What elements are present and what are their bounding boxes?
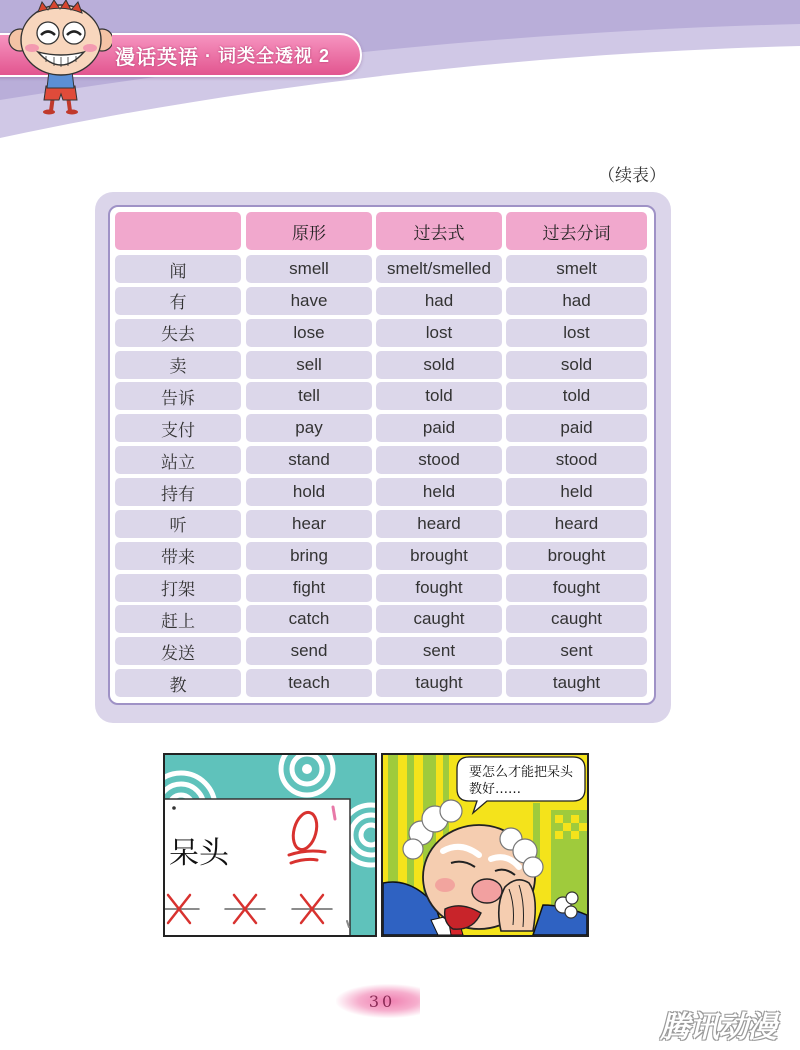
base-form-cell: hear	[246, 510, 372, 538]
past-participle-cell: had	[506, 287, 647, 315]
base-form-cell: smell	[246, 255, 372, 283]
comic-panel-2	[381, 753, 589, 937]
continued-label: （续表）	[598, 166, 666, 185]
table-row	[110, 287, 654, 315]
past-participle-cell: stood	[506, 446, 647, 474]
meaning-cell: 带来	[115, 542, 241, 570]
meaning-cell: 发送	[115, 637, 241, 665]
past-participle-cell: caught	[506, 605, 647, 633]
table-row	[110, 351, 654, 379]
table-row	[110, 542, 654, 570]
past-tense-cell: sold	[376, 351, 502, 379]
past-tense-cell: fought	[376, 574, 502, 602]
mascot-character	[8, 0, 112, 116]
base-form-cell: tell	[246, 382, 372, 410]
past-participle-cell: heard	[506, 510, 647, 538]
table-row	[110, 414, 654, 442]
base-form-cell: hold	[246, 478, 372, 506]
table-row	[110, 669, 654, 697]
past-participle-cell: told	[506, 382, 647, 410]
speech-line-2: 教好……	[469, 782, 522, 797]
comic-panel-1	[163, 753, 377, 937]
table-header-corner	[115, 212, 241, 250]
base-form-cell: catch	[246, 605, 372, 633]
past-tense-cell: smelt/smelled	[376, 255, 502, 283]
table-row	[110, 382, 654, 410]
past-participle-cell: brought	[506, 542, 647, 570]
board-handwriting: 呆头	[169, 836, 229, 871]
past-participle-cell: fought	[506, 574, 647, 602]
past-tense-cell: brought	[376, 542, 502, 570]
past-participle-cell: taught	[506, 669, 647, 697]
past-tense-cell: heard	[376, 510, 502, 538]
past-tense-cell: stood	[376, 446, 502, 474]
past-tense-cell: lost	[376, 319, 502, 347]
past-tense-cell: told	[376, 382, 502, 410]
series-subtitle: · 词类全透视 2	[205, 46, 331, 66]
meaning-cell: 听	[115, 510, 241, 538]
table-header-past-participle: 过去分词	[506, 212, 647, 250]
base-form-cell: teach	[246, 669, 372, 697]
past-tense-cell: taught	[376, 669, 502, 697]
series-title: 漫话英语	[115, 46, 199, 69]
table-header-past-tense: 过去式	[376, 212, 502, 250]
past-tense-cell: paid	[376, 414, 502, 442]
table-header-base-form: 原形	[246, 212, 372, 250]
table-row	[110, 637, 654, 665]
base-form-cell: fight	[246, 574, 372, 602]
meaning-cell: 闻	[115, 255, 241, 283]
past-participle-cell: paid	[506, 414, 647, 442]
past-participle-cell: lost	[506, 319, 647, 347]
table-row	[110, 510, 654, 538]
past-tense-cell: had	[376, 287, 502, 315]
table-row	[110, 446, 654, 474]
table-row	[110, 255, 654, 283]
meaning-cell: 教	[115, 669, 241, 697]
past-participle-cell: sold	[506, 351, 647, 379]
speech-line-1: 要怎么才能把呆头	[469, 765, 574, 780]
base-form-cell: lose	[246, 319, 372, 347]
table-row	[110, 478, 654, 506]
base-form-cell: bring	[246, 542, 372, 570]
meaning-cell: 打架	[115, 574, 241, 602]
meaning-cell: 有	[115, 287, 241, 315]
past-tense-cell: held	[376, 478, 502, 506]
table-row	[110, 319, 654, 347]
meaning-cell: 持有	[115, 478, 241, 506]
base-form-cell: pay	[246, 414, 372, 442]
meaning-cell: 站立	[115, 446, 241, 474]
meaning-cell: 卖	[115, 351, 241, 379]
table-row	[110, 605, 654, 633]
page-number: 30	[368, 991, 396, 1011]
base-form-cell: sell	[246, 351, 372, 379]
meaning-cell: 支付	[115, 414, 241, 442]
whiteboard	[165, 799, 350, 935]
base-form-cell: have	[246, 287, 372, 315]
base-form-cell: stand	[246, 446, 372, 474]
past-tense-cell: caught	[376, 605, 502, 633]
table-row	[110, 574, 654, 602]
past-participle-cell: held	[506, 478, 647, 506]
past-tense-cell: sent	[376, 637, 502, 665]
meaning-cell: 赶上	[115, 605, 241, 633]
watermark: 腾讯动漫	[660, 1011, 776, 1044]
verb-table	[108, 205, 656, 705]
past-participle-cell: smelt	[506, 255, 647, 283]
past-participle-cell: sent	[506, 637, 647, 665]
meaning-cell: 失去	[115, 319, 241, 347]
page-number-badge	[336, 984, 420, 1018]
meaning-cell: 告诉	[115, 382, 241, 410]
base-form-cell: send	[246, 637, 372, 665]
